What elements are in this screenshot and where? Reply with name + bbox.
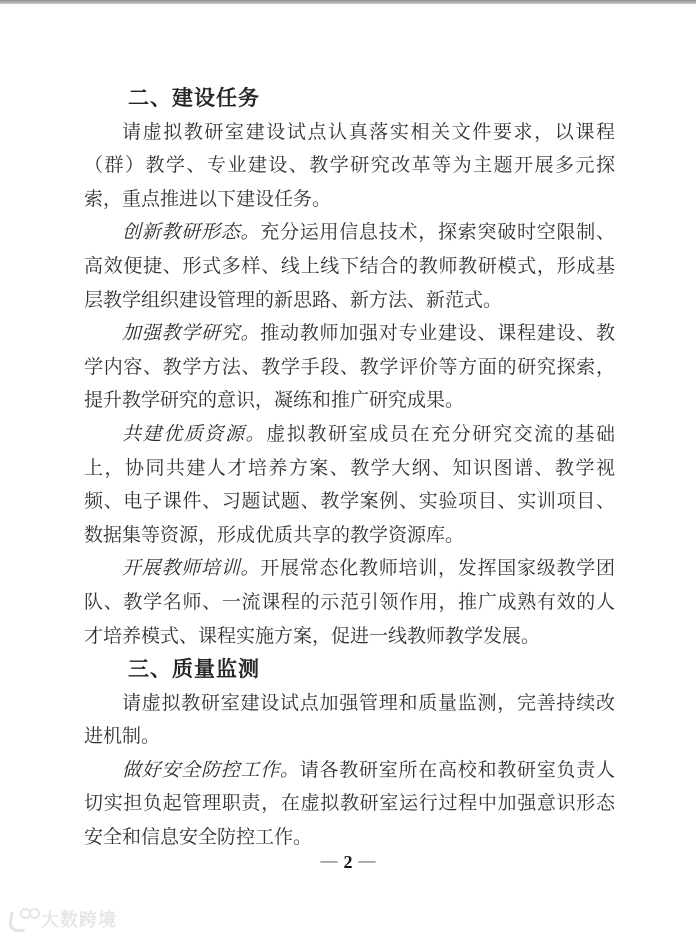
paragraph (84, 687, 615, 754)
scan-top-edge (0, 0, 696, 4)
section-heading: 二、建设任务 (128, 87, 260, 110)
paragraph-text: 推动教师加强对专业建设、课程建设、教学内容、教学方法、教学手段、教学评价等方面的研究探索，提升教学研究的意识，凝练和推广研究成果。 (84, 323, 615, 412)
paragraph (84, 317, 615, 418)
paragraph-text: 充分运用信息技术，探索突破时空限制、高效便捷、形式多样、线上线下结合的教师教研模式，形成基层教学组织建设管理的新思路、新方法、新范式。 (84, 222, 615, 311)
watermark-text: 大数跨境 (41, 910, 117, 930)
paragraph (84, 754, 615, 855)
paragraph-lead: 开展教师培训。 (122, 558, 261, 580)
paragraph-text: 开展常态化教师培训，发挥国家级教学团队、教学名师、一流课程的示范引领作用，推广成熟有效的人才培养模式、课程实施方案，促进一线教师教学发展。 (84, 558, 615, 647)
paragraph-lead: 共建优质资源。 (122, 423, 267, 445)
section-heading: 三、质量监测 (128, 658, 260, 682)
watermark-logo-icon (7, 906, 37, 932)
paragraph (84, 418, 615, 552)
paragraph (84, 216, 615, 317)
paragraph-text: 虚拟教研室成员在充分研究交流的基础上，协同共建人才培养方案、教学大纲、知识图谱、教学视频、电子课件、习题试题、教学案例、实验项目、实训项目、数据集等资源，形成优质共享的教学资源库。 (84, 423, 615, 546)
paragraph-text: 请虚拟教研室建设试点加强管理和质量监测，完善持续改进机制。 (84, 692, 615, 748)
paragraph-text: 请各教研室所在高校和教研室负责人切实担负起管理职责，在虚拟教研室运行过程中加强意识形态安全和信息安全防控工作。 (84, 759, 615, 849)
paragraph-text: 请虚拟教研室建设试点认真落实相关文件要求，以课程（群）教学、专业建设、教学研究改革等为主题开展多元探索，重点推进以下建设任务。 (84, 121, 615, 210)
paragraph-lead: 做好安全防控工作。 (122, 759, 300, 781)
paragraph-lead: 加强教学研究。 (122, 323, 261, 345)
paragraph (84, 116, 615, 217)
document-body (84, 82, 615, 855)
page-number (0, 851, 696, 874)
page-number-value: 2 (343, 852, 353, 872)
watermark (7, 906, 117, 932)
page-number-dash-right: — (358, 851, 376, 870)
paragraph-lead: 创新教研形态。 (122, 222, 261, 244)
page-number-dash-left: — (320, 851, 338, 870)
paragraph (84, 552, 615, 653)
